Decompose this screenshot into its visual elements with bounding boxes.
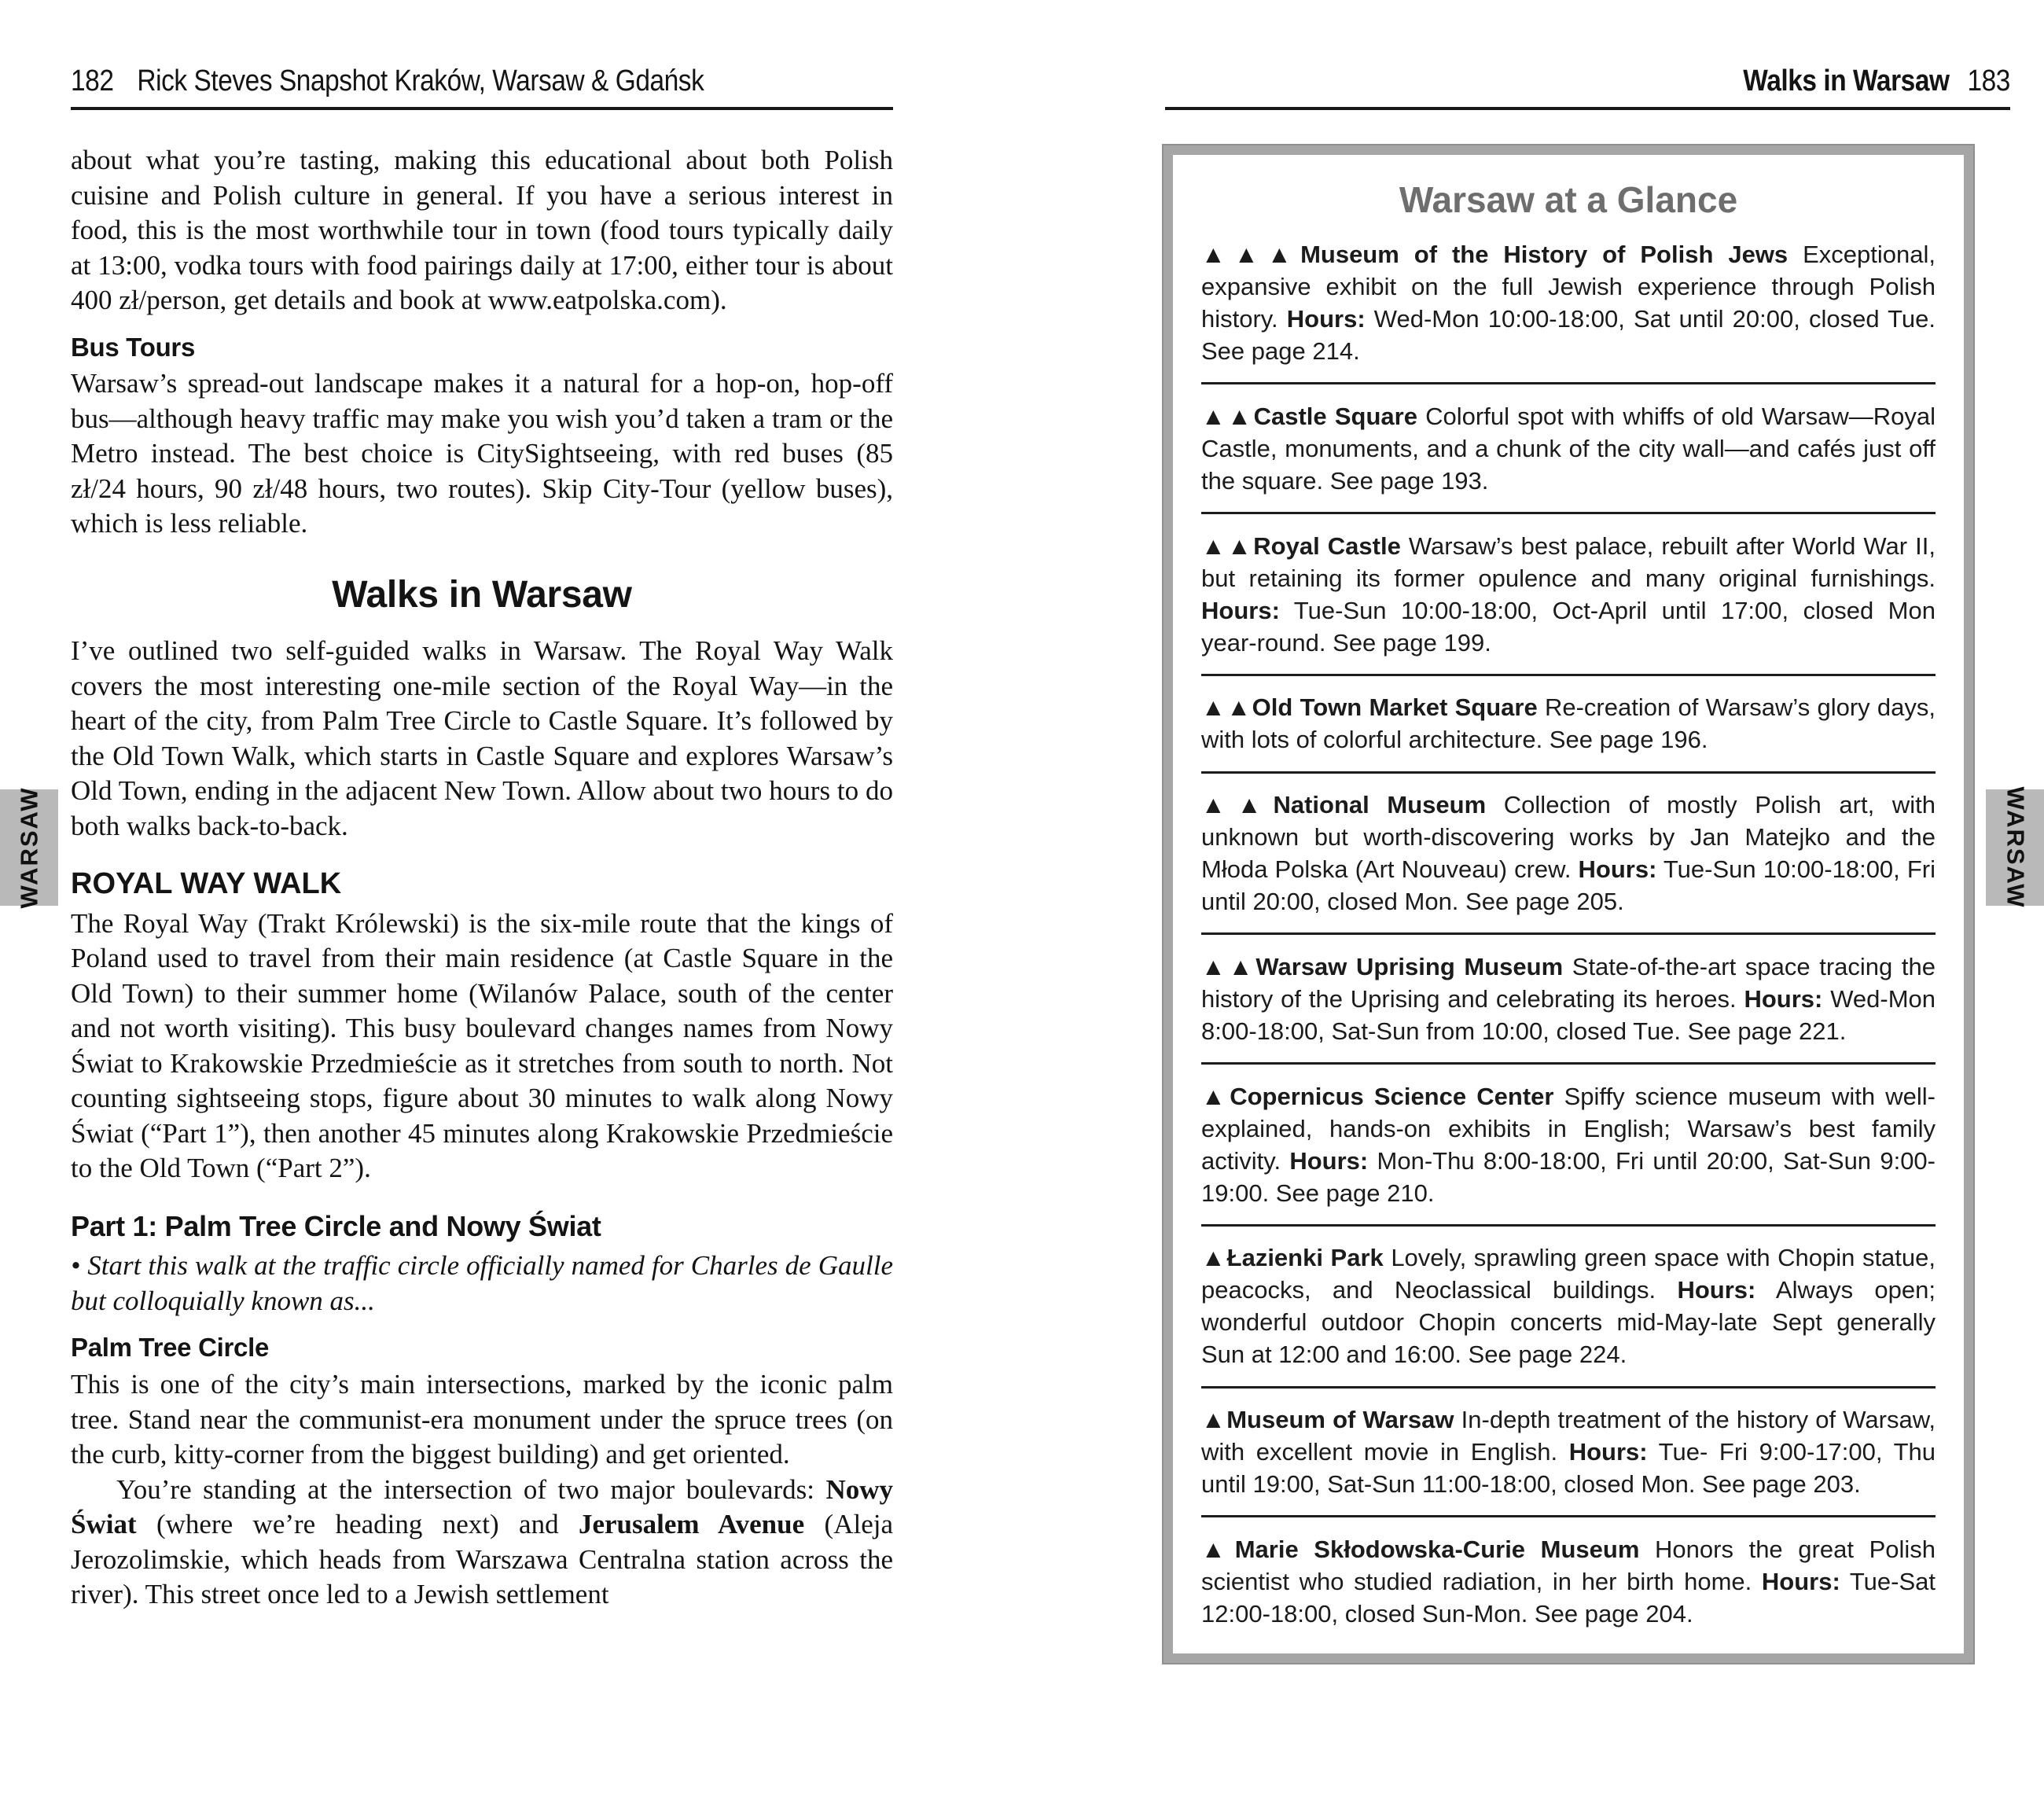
rating-triangles-icon: ▲ [1201,1535,1235,1563]
sight-name: Museum of Warsaw [1226,1406,1454,1433]
sight-description: Exceptional, expansive exhibit on the full Jewish experience through Polish history. Hours: Wed-Mon 10:00-18:00, Sat until 20:00, closed Tue. See page 214. [1201,241,1936,365]
glance-box-title: Warsaw at a Glance [1399,179,1738,220]
page-header-right [1743,64,2010,98]
sight-description: In-depth treatment of the history of Warsaw, with excellent movie in English. Hours: Tue- Fri 9:00-17:00, Thu until 19:00, Sat-Sun 11:00-18:00, closed Mon. See page 203. [1201,1406,1936,1498]
glance-entry [1201,530,1936,659]
sight-name: Royal Castle [1253,531,1401,560]
sight-name: Castle Square [1253,402,1417,430]
sight-description: Spiffy science museum with well-explained, hands-on exhibits in English; Warsaw’s best family activity. Hours: Mon-Thu 8:00-18:00, Fri until 20:00, Sat-Sun 9:00-19:00. See page 210. [1201,1082,1936,1207]
page-header-left [71,64,704,98]
header-rule-right [1165,107,2010,110]
rating-triangles-icon: ▲ [1201,1082,1230,1110]
book-title: Rick Steves Snapshot Kraków, Warsaw & Gdańsk [137,64,704,97]
sight-name: Museum of the History of Polish Jews [1300,241,1788,268]
paragraph-walks-intro: I’ve outlined two self-guided walks in Warsaw. The Royal Way Walk covers the most interesting one-mile section of the Royal Way—in the heart of the city, from Palm Tree Circle to Castle Square. It’s followed by the Old Town Walk, which starts in Castle Square and explores Warsaw’s Old Town, ending in the adjacent New Town. Allow about two hours to do both walks back-to-back. [71,635,893,841]
warsaw-at-a-glance-box [1164,145,1973,1663]
sight-description: Honors the great Polish scientist who studied radiation, in her birth home. Hours: Tue-Sat 12:00-18:00, closed Sun-Mon. See page 204. [1201,1535,1936,1628]
glance-entry [1201,400,1936,497]
sight-name: Copernicus Science Center [1230,1082,1554,1110]
paragraph-food-tour: about what you’re tasting, making this educational about both Polish cuisine and Polish culture in general. If you have a serious interest in food, this is the most worthwhile tour in town (food tours typically daily at 13:00, vodka tours with food pairings daily at 17:00, either tour is about 400 zł/person, get details and book at www.eatpolska.com). [71,145,893,315]
page-number-right: 183 [1967,64,2010,97]
entry-divider [1201,1062,1936,1065]
glance-entry [1201,789,1936,918]
side-tab-label: WARSAW [2002,786,2029,909]
glance-entry [1201,238,1936,367]
side-tab-label: WARSAW [15,786,42,909]
entry-divider [1201,382,1936,384]
entry-divider [1201,1515,1936,1517]
sight-name: Marie Skłodowska-Curie Museum [1234,1535,1640,1563]
glance-entry [1201,691,1936,756]
heading-palm-tree-circle: Palm Tree Circle [71,1333,270,1363]
rating-triangles-icon: ▲▲ [1201,952,1256,980]
glance-entry [1201,1403,1936,1500]
entry-divider [1201,771,1936,774]
left-page-column [71,143,893,1613]
entry-divider [1201,1386,1936,1388]
heading-walks-in-warsaw: Walks in Warsaw [332,573,632,616]
sight-description: Re-creation of Warsaw’s glory days, with lots of colorful architecture. See page 196. [1201,693,1936,754]
entry-divider [1201,932,1936,935]
side-tab-warsaw-right [1986,786,2044,909]
rating-triangles-icon: ▲▲ [1201,693,1252,722]
glance-box-body [1201,238,1936,1630]
section-title: Walks in Warsaw [1743,64,1950,97]
glance-entry [1201,1241,1936,1370]
sight-description: Lovely, sprawling green space with Chopin statue, peacocks, and Neoclassical buildings. Hours: Always open; wonderful outdoor Chopin concerts mid-May-late Sept generally Sun at 12:00 and 16:00. See page 224. [1201,1244,1936,1369]
sight-description: State-of-the-art space tracing the history of the Uprising and celebrating its heroes. Hours: Wed-Mon 8:00-18:00, Sat-Sun from 10:00, closed Tue. See page 221. [1201,952,1936,1045]
rating-triangles-icon: ▲▲ [1201,531,1254,560]
rating-triangles-icon: ▲ [1201,1406,1227,1433]
sight-name: Łazienki Park [1226,1244,1384,1272]
entry-divider [1201,512,1936,514]
header-rule-left [71,107,893,110]
paragraph-palm-tree: This is one of the city’s main intersections, marked by the iconic palm tree. Stand near the communist-era monument under the spruce trees (on the curb, kitty-corner from the biggest building) and get oriented. [71,1369,893,1470]
entry-divider [1201,1224,1936,1227]
rating-triangles-icon: ▲ [1201,1244,1227,1272]
entry-divider [1201,674,1936,676]
sight-description: Warsaw’s best palace, rebuilt after World War II, but retaining its former opulence and many original furnishings. Hours: Tue-Sun 10:00-18:00, Oct-April until 17:00, closed Mon year-round. See page 199. [1201,531,1936,657]
paragraph-intersection: You’re standing at the intersection of two major boulevards: Nowy Świat (where we’re heading next) and Jerusalem Avenue (Aleja Jerozolimskie, which heads from Warszawa Centralna station across the river). This street once led to a Jewish settlement [71,1473,893,1610]
paragraph-royal-way: The Royal Way (Trakt Królewski) is the six-mile route that the kings of Poland used to travel from their main residence (at Castle Square in the Old Town) to their summer home (Wilanów Palace, south of the center and not worth visiting). This busy boulevard changes names from Nowy Świat to Krakowskie Przedmieście as it stretches from south to north. Not counting sightseeing stops, figure about 30 minutes to walk along Nowy Świat (“Part 1”), then another 45 minutes along Krakowskie Przedmieście to the Old Town (“Part 2”). [71,907,893,1184]
sight-description: Collection of mostly Polish art, with unknown but worth-discovering works by Jan Matejko and the Młoda Polska (Art Nouveau) crew. Hours: Tue-Sun 10:00-18:00, Fri until 20:00, closed Mon. See page 205. [1201,791,1936,915]
glance-entry [1201,951,1936,1047]
paragraph-bus-tours: Warsaw’s spread-out landscape makes it a natural for a hop-on, hop-off bus—although heavy traffic may make you wish you’d taken a tram or the Metro instead. The best choice is CitySightseeing, with red buses (85 zł/24 hours, 90 zł/48 hours, two routes). Skip City-Tour (yellow buses), which is less reliable. [71,368,893,539]
side-tab-warsaw-left [0,786,58,909]
rating-triangles-icon: ▲▲ [1201,402,1254,430]
rating-triangles-icon: ▲▲ [1201,791,1274,818]
glance-entry [1201,1080,1936,1209]
sight-name: Old Town Market Square [1252,693,1538,722]
glance-entry [1201,1533,1936,1630]
heading-royal-way-walk: ROYAL WAY WALK [71,867,342,901]
sight-description: Colorful spot with whiffs of old Warsaw—Royal Castle, monuments, and a chunk of the city wall—and cafés just off the square. See page 193. [1201,402,1936,495]
page-number-left: 182 [71,64,114,97]
heading-part1: Part 1: Palm Tree Circle and Nowy Świat [71,1209,601,1242]
sight-name: National Museum [1273,791,1487,818]
paragraph-start-note: • Start this walk at the traffic circle officially named for Charles de Gaulle but colloquially known as... [71,1250,893,1316]
heading-bus-tours: Bus Tours [71,332,196,362]
rating-triangles-icon: ▲▲▲ [1201,241,1301,268]
sight-name: Warsaw Uprising Museum [1255,952,1564,980]
